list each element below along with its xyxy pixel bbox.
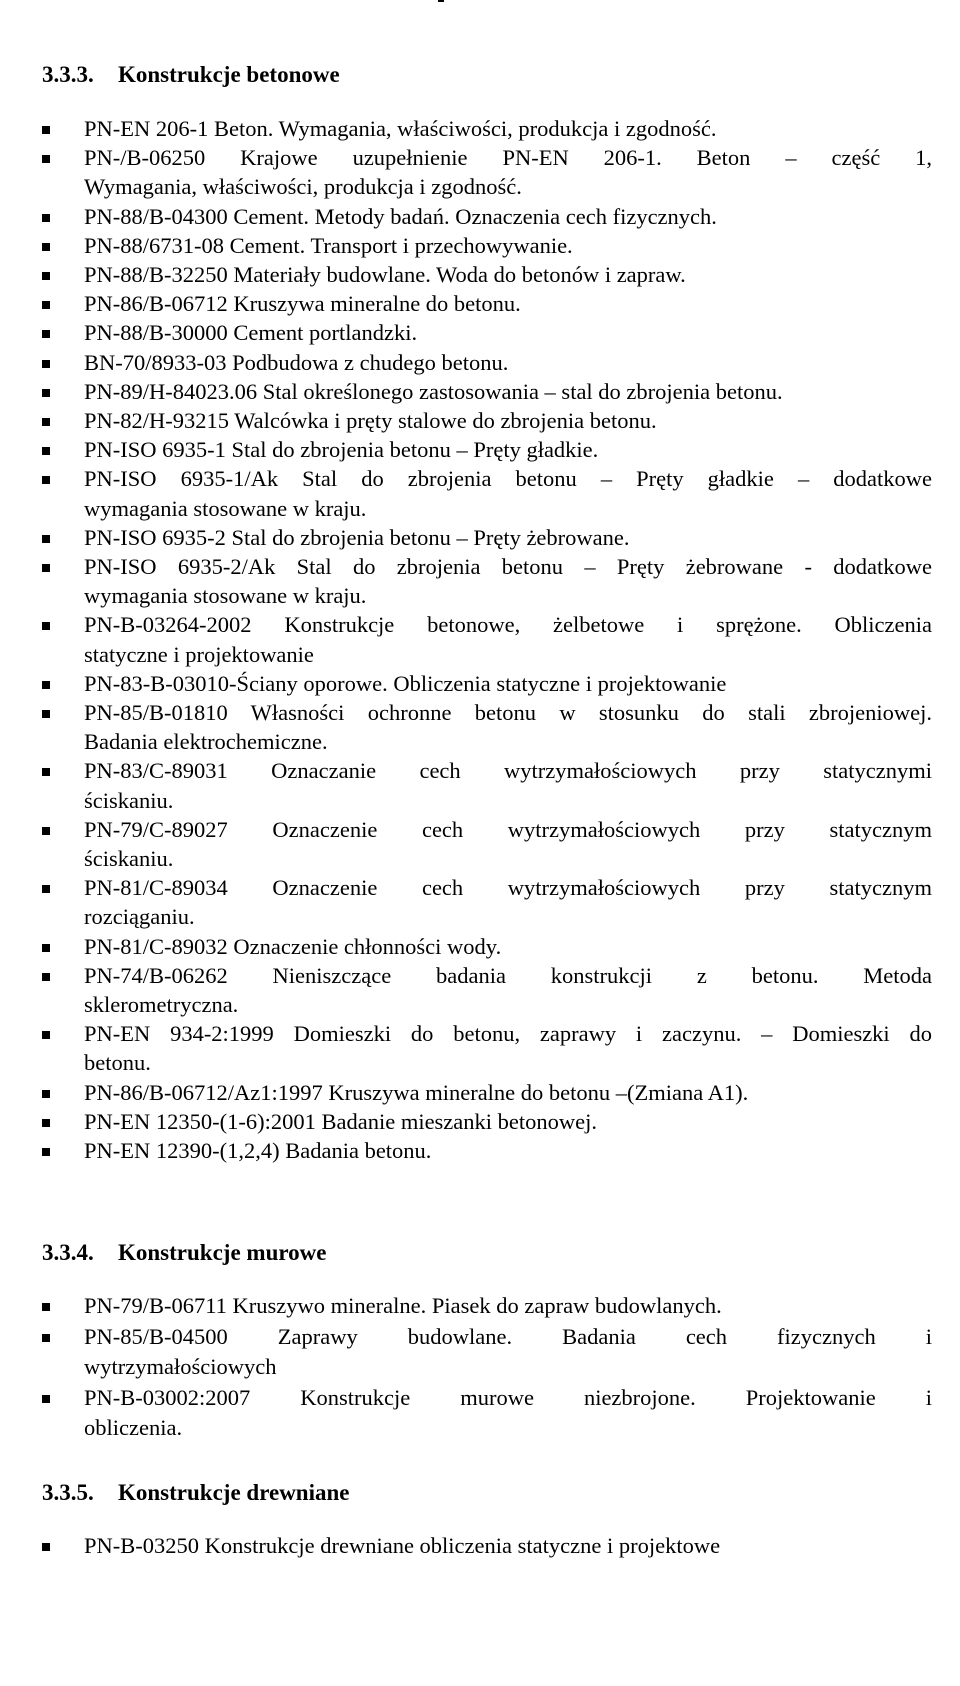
item-text-line: PN-B-03002:2007 Konstrukcje murowe niezbrojone. Projektowanie i xyxy=(84,1384,932,1410)
bullet-icon xyxy=(42,360,50,368)
bullet-icon xyxy=(42,827,50,835)
item-text-line: PN-88/B-32250 Materiały budowlane. Woda do betonów i zapraw. xyxy=(84,262,686,287)
bullet-icon xyxy=(42,155,50,163)
item-text-line: BN-70/8933-03 Podbudowa z chudego betonu. xyxy=(84,349,509,375)
item-text-line: wymagania stosowane w kraju. xyxy=(84,495,367,521)
bullet-icon xyxy=(42,243,50,251)
item-text-line: PN-83/C-89031 Oznaczanie cech wytrzymałościowych przy statycznymi xyxy=(84,758,932,784)
section-number: 3.3.4. xyxy=(42,1240,94,1265)
top-mark xyxy=(438,0,444,2)
bullet-icon xyxy=(42,1119,50,1127)
item-text-line: rozciąganiu. xyxy=(84,904,195,930)
bullet-icon xyxy=(42,885,50,893)
bullet-icon xyxy=(42,126,50,134)
item-text-line: PN-ISO 6935-1 Stal do zbrojenia betonu – Pręty gładkie. xyxy=(84,437,599,463)
bullet-icon xyxy=(42,564,50,572)
bullet-icon xyxy=(42,447,50,455)
bullet-icon xyxy=(42,681,50,689)
item-text-line: PN-ISO 6935-2 Stal do zbrojenia betonu – Pręty żebrowane. xyxy=(84,524,630,550)
item-text-line: PN-/B-06250 Krajowe uzupełnienie PN-EN 206-1. Beton – część 1, xyxy=(84,145,932,171)
section-heading xyxy=(42,1478,350,1508)
section-title: Konstrukcje murowe xyxy=(118,1240,327,1265)
section-number: 3.3.5. xyxy=(42,1480,94,1505)
section-heading xyxy=(42,60,340,90)
item-text-line: PN-88/B-04300 Cement. Metody badań. Oznaczenia cech fizycznych. xyxy=(84,203,717,229)
item-text-line: PN-86/B-06712/Az1:1997 Kruszywa mineralne do betonu –(Zmiana A1). xyxy=(84,1079,749,1105)
bullet-icon xyxy=(42,535,50,543)
item-text-line: PN-ISO 6935-2/Ak Stal do zbrojenia betonu – Pręty żebrowane - dodatkowe xyxy=(84,554,932,579)
bullet-icon xyxy=(42,330,50,338)
bullet-icon xyxy=(42,944,50,952)
item-text-line: PN-85/B-04500 Zaprawy budowlane. Badania cech fizycznych i xyxy=(84,1323,932,1349)
bullet-icon xyxy=(42,768,50,776)
item-text-line: ściskaniu. xyxy=(84,787,174,813)
item-text-line: statyczne i projektowanie xyxy=(84,641,314,667)
bullet-icon xyxy=(42,1031,50,1039)
item-text-line: betonu. xyxy=(84,1050,151,1076)
item-text-line: wymagania stosowane w kraju. xyxy=(84,583,367,609)
bullet-icon xyxy=(42,476,50,484)
bullet-icon xyxy=(42,973,50,981)
bullet-icon xyxy=(42,272,50,280)
item-text-line: Badania elektrochemiczne. xyxy=(84,729,328,755)
bullet-icon xyxy=(42,1303,50,1311)
bullet-icon xyxy=(42,1148,50,1156)
item-text-line: PN-74/B-06262 Nieniszczące badania konstrukcji z betonu. Metoda xyxy=(84,962,932,988)
item-text-line: PN-89/H-84023.06 Stal określonego zastosowania – stal do zbrojenia betonu. xyxy=(84,378,783,404)
item-text-line: PN-86/B-06712 Kruszywa mineralne do betonu. xyxy=(84,291,521,317)
section-heading xyxy=(42,1238,326,1268)
item-text-line: Wymagania, właściwości, produkcja i zgodność. xyxy=(84,174,522,200)
bullet-icon xyxy=(42,1395,50,1403)
item-text-line: PN-81/C-89032 Oznaczenie chłonności wody. xyxy=(84,933,502,959)
item-text-line: obliczenia. xyxy=(84,1415,183,1440)
bullet-icon xyxy=(42,1543,50,1551)
item-text-line: ściskaniu. xyxy=(84,845,174,871)
bullet-icon xyxy=(42,622,50,630)
item-text-line: PN-79/C-89027 Oznaczenie cech wytrzymałościowych przy statycznym xyxy=(84,816,932,842)
section-title: Konstrukcje drewniane xyxy=(118,1480,350,1505)
item-text-line: PN-85/B-01810 Własności ochronne betonu w stosunku do stali zbrojeniowej. xyxy=(84,700,932,725)
item-text-line: PN-EN 12390-(1,2,4) Badania betonu. xyxy=(84,1138,432,1163)
item-text-line: PN-83-B-03010-Ściany oporowe. Obliczenia statyczne i projektowanie xyxy=(84,670,727,696)
section-title: Konstrukcje betonowe xyxy=(118,62,340,87)
bullet-icon xyxy=(42,214,50,222)
item-text-line: PN-B-03250 Konstrukcje drewniane obliczenia statyczne i projektowe xyxy=(84,1533,721,1558)
bullet-icon xyxy=(42,1090,50,1098)
bullet-icon xyxy=(42,301,50,309)
bullet-icon xyxy=(42,389,50,397)
item-text-line: wytrzymałościowych xyxy=(84,1354,277,1379)
item-text-line: sklerometryczna. xyxy=(84,991,239,1017)
item-text-line: PN-B-03264-2002 Konstrukcje betonowe, żelbetowe i sprężone. Obliczenia xyxy=(84,612,932,638)
bullet-icon xyxy=(42,710,50,718)
item-text-line: PN-EN 206-1 Beton. Wymagania, właściwości, produkcja i zgodność. xyxy=(84,116,717,141)
item-text-line: PN-ISO 6935-1/Ak Stal do zbrojenia betonu – Pręty gładkie – dodatkowe xyxy=(84,466,932,492)
section-number: 3.3.3. xyxy=(42,62,94,87)
item-text-line: PN-EN 934-2:1999 Domieszki do betonu, zaprawy i zaczynu. – Domieszki do xyxy=(84,1021,932,1047)
item-text-line: PN-81/C-89034 Oznaczenie cech wytrzymałościowych przy statycznym xyxy=(84,875,932,901)
item-text-line: PN-88/6731-08 Cement. Transport i przechowywanie. xyxy=(84,232,573,258)
bullet-icon xyxy=(42,1334,50,1342)
item-text-line: PN-88/B-30000 Cement portlandzki. xyxy=(84,320,418,346)
item-text-line: PN-EN 12350-(1-6):2001 Badanie mieszanki betonowej. xyxy=(84,1108,598,1134)
item-text-line: PN-82/H-93215 Walcówka i pręty stalowe do zbrojenia betonu. xyxy=(84,408,657,433)
bullet-icon xyxy=(42,418,50,426)
item-text-line: PN-79/B-06711 Kruszywo mineralne. Piasek do zapraw budowlanych. xyxy=(84,1293,722,1318)
